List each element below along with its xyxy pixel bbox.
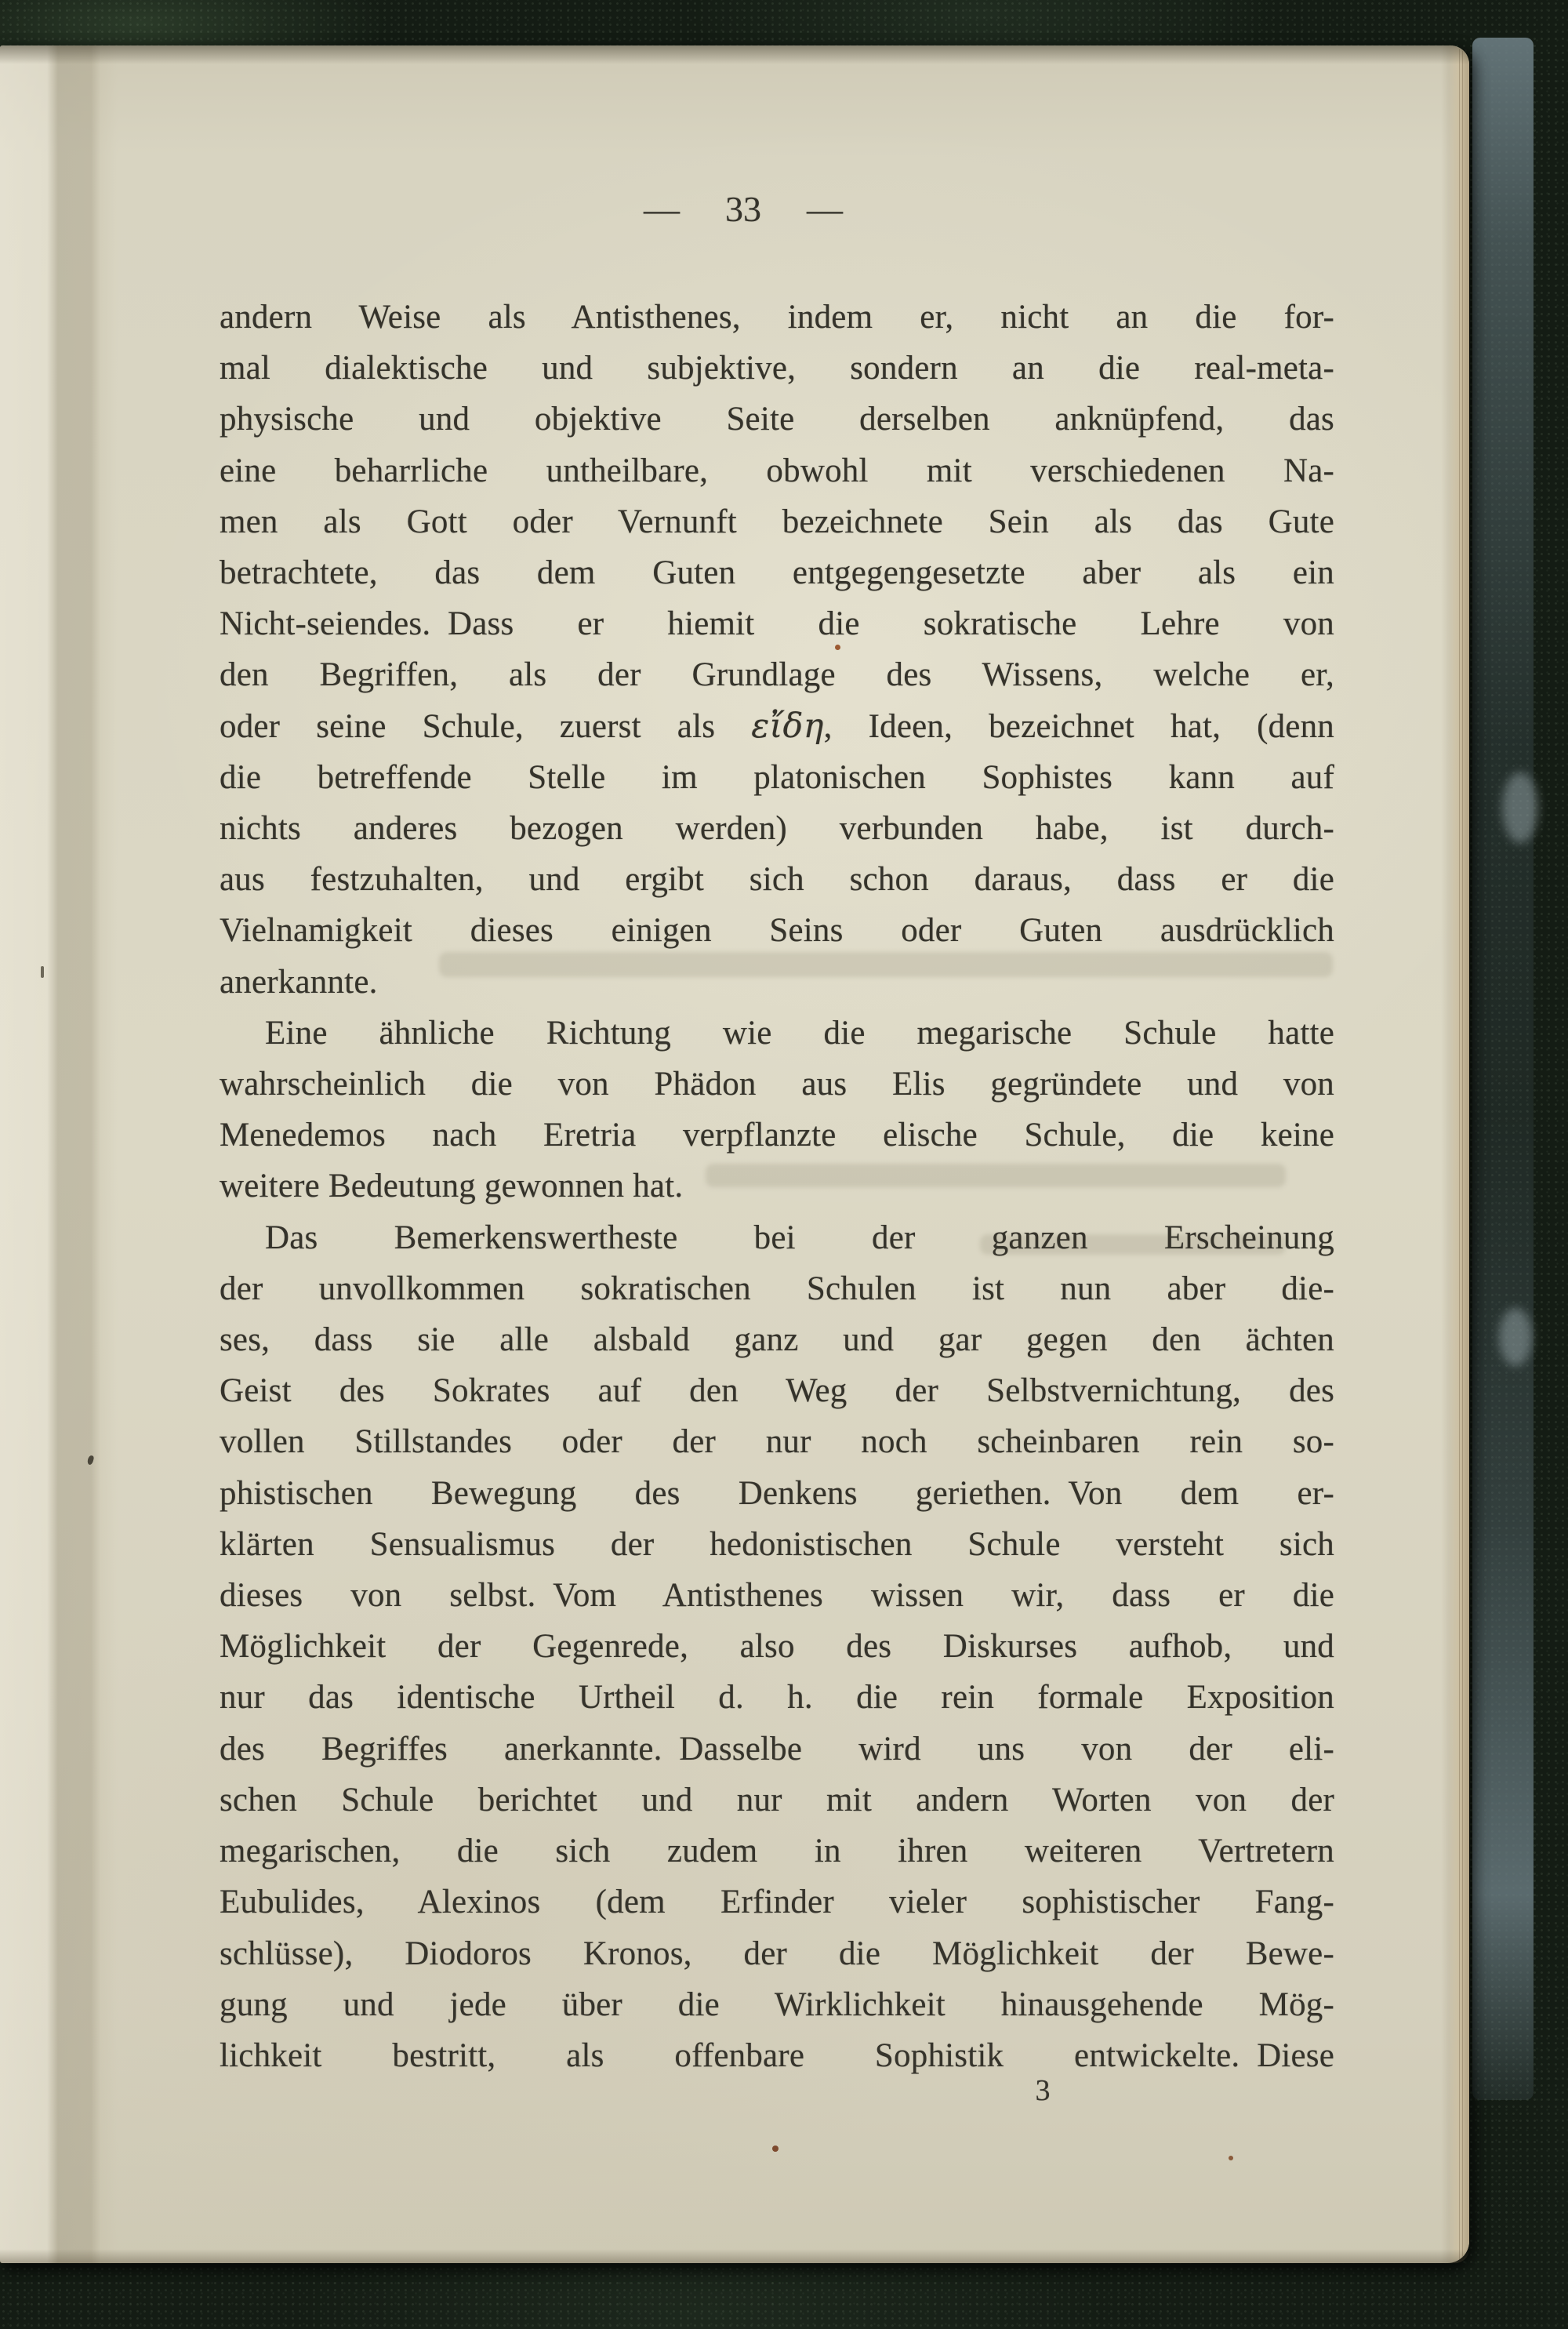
text-line: ses, dass sie alle alsbald ganz und gar gegen den ächten: [220, 1321, 1334, 1359]
cover-worn-spot: [1499, 1308, 1532, 1366]
text-line: der unvollkommen sokratischen Schulen ist nun aber die-: [220, 1270, 1334, 1307]
header-dash-right: —: [807, 189, 843, 229]
page-gutter-crease: [0, 45, 118, 2263]
text-line: physische und objektive Seite derselben anknüpfend, das: [220, 401, 1334, 438]
text-line: weitere Bedeutung gewonnen hat.: [220, 1168, 684, 1205]
text-line: megarischen, die sich zudem in ihren weiteren Vertretern: [220, 1833, 1334, 1870]
page-fore-edge: [1441, 45, 1469, 2263]
foxing-spot: [835, 645, 840, 650]
text-line: aus festzuhalten, und ergibt sich schon daraus, dass er die: [220, 861, 1334, 899]
text-line: Geist des Sokrates auf den Weg der Selbstvernichtung, des: [220, 1372, 1334, 1410]
foxing-spot: [1229, 2156, 1233, 2160]
text-line: andern Weise als Antisthenes, indem er, nicht an die for-: [220, 299, 1334, 336]
page-header: [187, 191, 1300, 227]
text-line: Das Bemerkenswertheste bei der ganzen Erscheinung: [265, 1219, 1334, 1256]
text-line: dieses von selbst. Vom Antisthenes wissen wir, dass er die: [220, 1577, 1334, 1615]
book-page: [0, 45, 1469, 2263]
text-line: Möglichkeit der Gegenrede, also des Diskurses aufhob, und: [220, 1628, 1334, 1666]
text-line: men als Gott oder Vernunft bezeichnete Sein als das Gute: [220, 503, 1334, 540]
text-line: vollen Stillstandes oder der nur noch scheinbaren rein so-: [220, 1423, 1334, 1461]
text-line: den Begriffen, als der Grundlage des Wissens, welche er,: [220, 656, 1334, 694]
foxing-spot: [772, 2146, 779, 2152]
foxing-spot: [41, 966, 44, 978]
text-segment: oder seine Schule, zuerst als: [220, 707, 752, 745]
cover-worn-edge: [1472, 38, 1534, 2100]
text-line: eine beharrliche untheilbare, obwohl mit verschiedenen Na-: [220, 452, 1334, 489]
text-line: klärten Sensualismus der hedonistischen Schule versteht sich: [220, 1525, 1334, 1563]
header-dash-left: —: [644, 189, 680, 229]
text-block: [220, 292, 1334, 2081]
text-line: schlüsse), Diodoros Kronos, der die Möglichkeit der Bewe-: [220, 1935, 1334, 1972]
text-line: Menedemos nach Eretria verpflanzte elische Schule, die keine: [220, 1117, 1334, 1154]
text-segment: , Ideen, bezeichnet hat, (denn: [823, 707, 1334, 745]
text-line: nichts anderes bezogen werden) verbunden habe, ist durch-: [220, 810, 1334, 848]
text-line: des Begriffes anerkannte. Dasselbe wird uns von der eli-: [220, 1730, 1334, 1768]
text-line: gung und jede über die Wirklichkeit hinausgehende Mög-: [220, 1986, 1334, 2023]
text-line: nur das identische Urtheil d. h. die rein formale Exposition: [220, 1679, 1334, 1717]
signature-mark: 3: [1035, 2074, 1051, 2107]
text-line: Eine ähnliche Richtung wie die megarische Schule hatte: [265, 1014, 1334, 1052]
text-line: Nicht-seiendes. Dass er hiemit die sokratische Lehre von: [220, 605, 1334, 643]
text-line: die betreffende Stelle im platonischen Sophistes kann auf: [220, 758, 1334, 796]
greek-term: εἴδη: [751, 706, 824, 746]
text-line: schen Schule berichtet und nur mit andern Worten von der: [220, 1781, 1334, 1819]
text-line: lichkeit bestritt, als offenbare Sophistik entwickelte. Diese: [220, 2037, 1334, 2074]
page-number: 33: [725, 189, 761, 229]
text-line: anerkannte.: [220, 963, 378, 1001]
text-line: Vielnamigkeit dieses einigen Seins oder Guten ausdrücklich: [220, 912, 1334, 950]
cover-worn-spot: [1502, 772, 1538, 843]
text-line: mal dialektische und subjektive, sondern an die real-meta-: [220, 350, 1334, 387]
text-line: [220, 701, 1334, 752]
page-edge-shadow-bottom: [0, 2249, 1469, 2263]
text-line: Eubulides, Alexinos (dem Erfinder vieler sophistischer Fang-: [220, 1884, 1334, 1921]
text-line: betrachtete, das dem Guten entgegengesetzte aber als ein: [220, 554, 1334, 592]
text-line: phistischen Bewegung des Denkens geriethen. Von dem er-: [220, 1474, 1334, 1512]
page-edge-shadow-top: [0, 45, 1469, 64]
text-line: wahrscheinlich die von Phädon aus Elis gegründete und von: [220, 1066, 1334, 1103]
